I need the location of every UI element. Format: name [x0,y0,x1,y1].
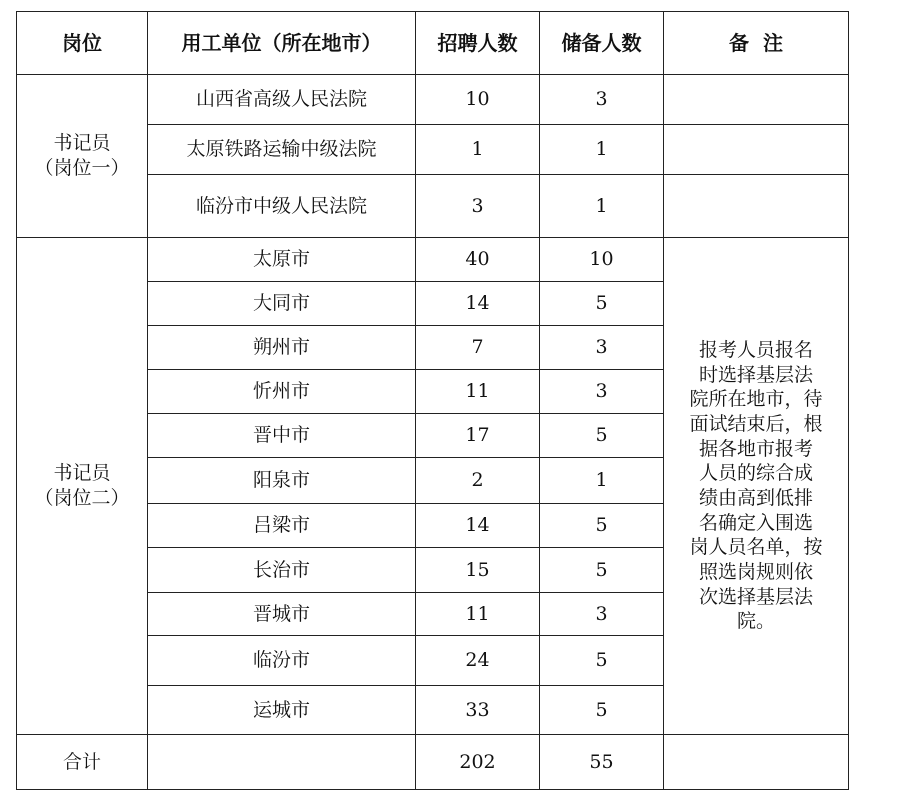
recruit-cell: 7 [416,326,540,370]
unit-cell: 晋城市 [148,593,416,636]
post-name: 书记员 [53,462,111,485]
post-sub: （岗位一） [34,157,130,179]
recruitment-table [16,11,849,790]
reserve-cell: 3 [540,326,664,370]
recruit-cell: 10 [416,75,540,125]
unit-cell: 大同市 [148,282,416,326]
reserve-cell: 1 [540,458,664,504]
reserve-cell: 3 [540,75,664,125]
recruit-cell: 11 [416,593,540,636]
recruit-cell: 2 [416,458,540,504]
note-cell [664,175,849,238]
recruit-cell: 24 [416,636,540,686]
note-line: 次选择基层法 [698,585,813,608]
total-reserve: 55 [540,735,664,790]
recruit-cell: 14 [416,282,540,326]
unit-cell: 太原铁路运输中级法院 [148,125,416,175]
unit-cell: 临汾市 [148,636,416,686]
unit-cell: 山西省高级人民法院 [148,75,416,125]
total-row [17,735,849,790]
unit-cell: 长治市 [148,548,416,593]
note-cell [664,125,849,175]
reserve-cell: 3 [540,370,664,414]
note-line: 面试结束后，根 [689,412,823,435]
header-row [17,12,849,75]
note-line: 照选岗规则依 [698,561,813,584]
note-group-2 [664,238,849,735]
recruit-cell: 11 [416,370,540,414]
reserve-cell: 5 [540,504,664,548]
total-note [664,735,849,790]
total-label: 合计 [17,735,148,790]
recruit-cell: 17 [416,414,540,458]
reserve-cell: 5 [540,282,664,326]
header-note: 备 注 [664,12,849,75]
note-line: 报考人员报名 [698,338,813,361]
note-line: 院所在地市，待 [689,388,823,411]
post-sub: （岗位二） [34,487,130,509]
total-unit [148,735,416,790]
reserve-cell: 5 [540,686,664,735]
unit-cell: 阳泉市 [148,458,416,504]
header-unit: 用工单位（所在地市） [148,12,416,75]
table-row [17,75,849,125]
unit-cell: 晋中市 [148,414,416,458]
reserve-cell: 5 [540,548,664,593]
note-cell [664,75,849,125]
header-reserve: 储备人数 [540,12,664,75]
reserve-cell: 10 [540,238,664,282]
recruit-cell: 40 [416,238,540,282]
recruit-cell: 15 [416,548,540,593]
note-line: 时选择基层法 [698,363,813,386]
total-recruit: 202 [416,735,540,790]
table-row [17,238,849,282]
recruit-cell: 14 [416,504,540,548]
note-line: 绩由高到低排 [698,487,813,509]
reserve-cell: 3 [540,593,664,636]
reserve-cell: 5 [540,414,664,458]
recruit-cell: 1 [416,125,540,175]
unit-cell: 运城市 [148,686,416,735]
header-recruit: 招聘人数 [416,12,540,75]
note-line: 据各地市报考 [698,437,813,460]
unit-cell: 忻州市 [148,370,416,414]
unit-cell: 太原市 [148,238,416,282]
unit-cell: 朔州市 [148,326,416,370]
recruit-cell: 3 [416,175,540,238]
header-post: 岗位 [17,12,148,75]
reserve-cell: 5 [540,636,664,686]
post-group-1 [17,75,148,238]
post-name: 书记员 [53,132,111,155]
note-line: 院。 [736,610,775,633]
note-line: 名确定入围选 [698,511,813,534]
recruit-cell: 33 [416,686,540,735]
note-line: 人员的综合成 [698,462,813,485]
reserve-cell: 1 [540,175,664,238]
post-group-2 [17,238,148,735]
unit-cell: 临汾市中级人民法院 [148,175,416,238]
note-line: 岗人员名单，按 [689,536,823,559]
unit-cell: 吕梁市 [148,504,416,548]
reserve-cell: 1 [540,125,664,175]
